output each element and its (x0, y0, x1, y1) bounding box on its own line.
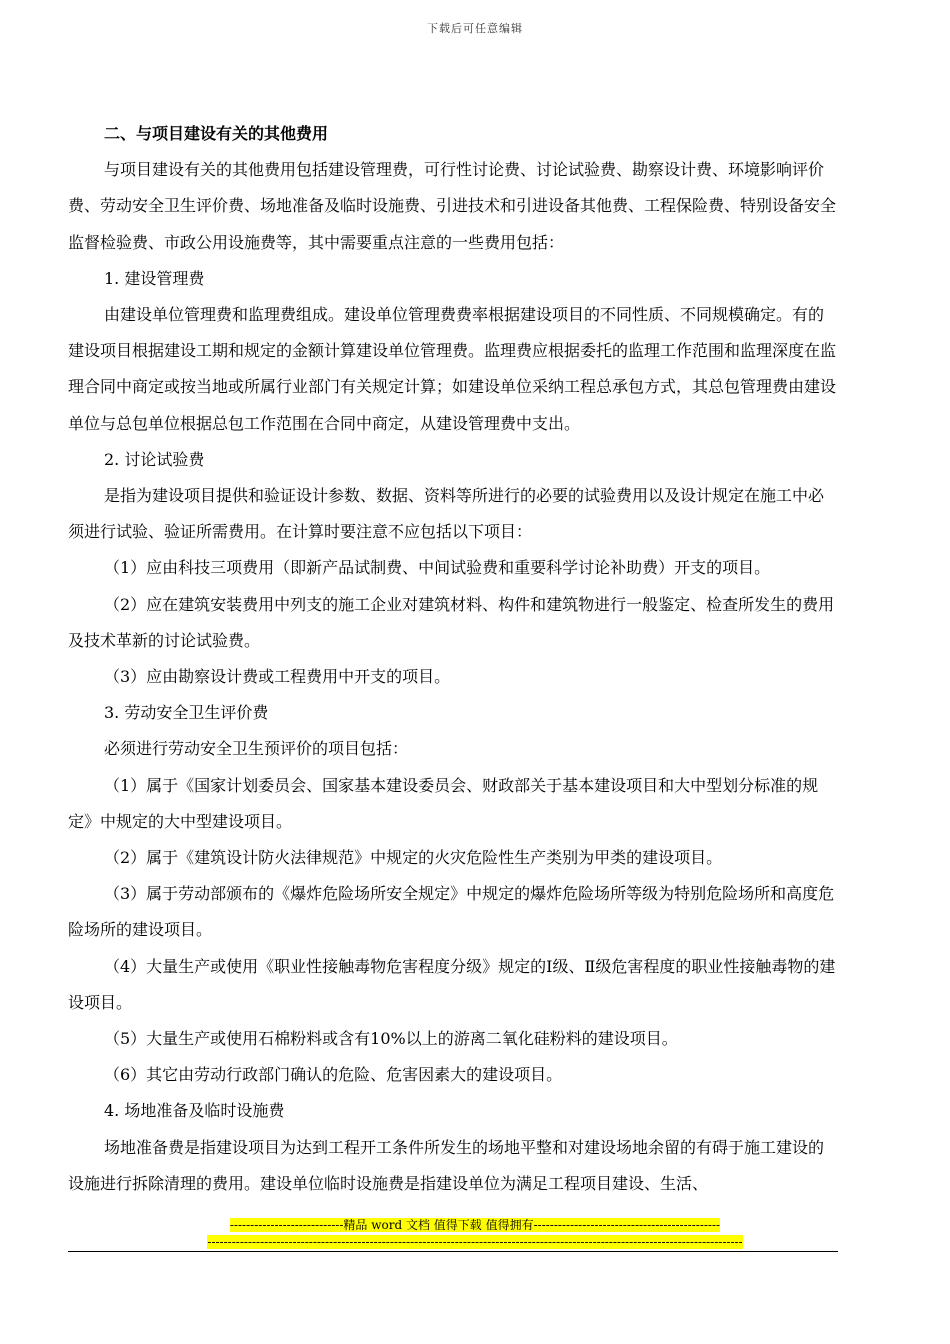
item-3-sub-4: （4）大量生产或使用《职业性接触毒物危害程度分级》规定的Ⅰ级、Ⅱ级危害程度的职业性接触毒物的建设项目。 (68, 956, 836, 1012)
footer-dash-line (0, 1235, 950, 1249)
footer-banner-text: ----------------------------精品 word 文档 值得下载 值得拥有---------------------------------------------- (229, 1218, 721, 1232)
item-3-sub-2: （2）属于《建筑设计防火法律规范》中规定的火灾危险性生产类别为甲类的建设项目。 (104, 848, 723, 868)
document-body (68, 116, 838, 1202)
item-1-title: 1. 建设管理费 (104, 268, 205, 288)
item-2-sub-2: （2）应在建筑安装费用中列支的施工企业对建筑材料、构件和建筑物进行一般鉴定、检查所发生的费用及技术革新的讨论试验费。 (68, 594, 835, 650)
item-3-sub-6: （6）其它由劳动行政部门确认的危险、危害因素大的建设项目。 (104, 1065, 563, 1085)
item-1-paragraph: 由建设单位管理费和监理费组成。建设单位管理费费率根据建设项目的不同性质、不同规模确定。有的建设项目根据建设工期和规定的金额计算建设单位管理费。监理费应根据委托的监理工作范围和监理深度在监理合同中商定或按当地或所属行业部门有关规定计算；如建设单位采纳工程总承包方式，其总包管理费由建设单位与总包单位根据总包工作范围在合同中商定，从建设管理费中支出。 (68, 305, 837, 433)
item-3-title: 3. 劳动安全卫生评价费 (104, 703, 269, 723)
section-title: 二、与项目建设有关的其他费用 (104, 124, 329, 143)
item-2-sub-3: （3）应由勘察设计费或工程费用中开支的项目。 (104, 667, 451, 687)
footer-dash-text: ------------------------------------------------------------------------------------------------------------------------------------ (207, 1235, 743, 1249)
item-2-paragraph: 是指为建设项目提供和验证设计参数、数据、资料等所进行的必要的试验费用以及设计规定在施工中必须进行试验、验证所需费用。在计算时要注意不应包括以下项目： (68, 486, 825, 542)
item-3-sub-5: （5）大量生产或使用石棉粉料或含有10%以上的游离二氧化硅粉料的建设项目。 (104, 1029, 678, 1049)
intro-paragraph: 与项目建设有关的其他费用包括建设管理费，可行性讨论费、讨论试验费、勘察设计费、环境影响评价费、劳动安全卫生评价费、场地准备及临时设施费、引进技术和引进设备其他费、工程保险费、特别设备安全监督检验费、市政公用设施费等，其中需要重点注意的一些费用包括： (68, 160, 837, 252)
item-2-sub-1: （1）应由科技三项费用（即新产品试制费、中间试验费和重要科学讨论补助费）开支的项目。 (104, 558, 771, 578)
item-3-sub-3: （3）属于劳动部颁布的《爆炸危险场所安全规定》中规定的爆炸危险场所等级为特别危险场所和高度危险场所的建设项目。 (68, 884, 835, 940)
footer-banner (0, 1218, 950, 1232)
page-header: 下载后可任意编辑 (427, 22, 523, 35)
item-4-paragraph: 场地准备费是指建设项目为达到工程开工条件所发生的场地平整和对建设场地余留的有碍于施工建设的设施进行拆除清理的费用。建设单位临时设施费是指建设单位为满足工程项目建设、生活、 (68, 1137, 825, 1193)
item-3-sub-1: （1）属于《国家计划委员会、国家基本建设委员会、财政部关于基本建设项目和大中型划分标准的规定》中规定的大中型建设项目。 (68, 775, 819, 831)
footer-rule (68, 1251, 838, 1252)
item-2-title: 2. 讨论试验费 (104, 449, 205, 469)
item-4-title: 4. 场地准备及临时设施费 (104, 1101, 285, 1121)
item-3-paragraph: 必须进行劳动安全卫生预评价的项目包括： (104, 739, 409, 759)
